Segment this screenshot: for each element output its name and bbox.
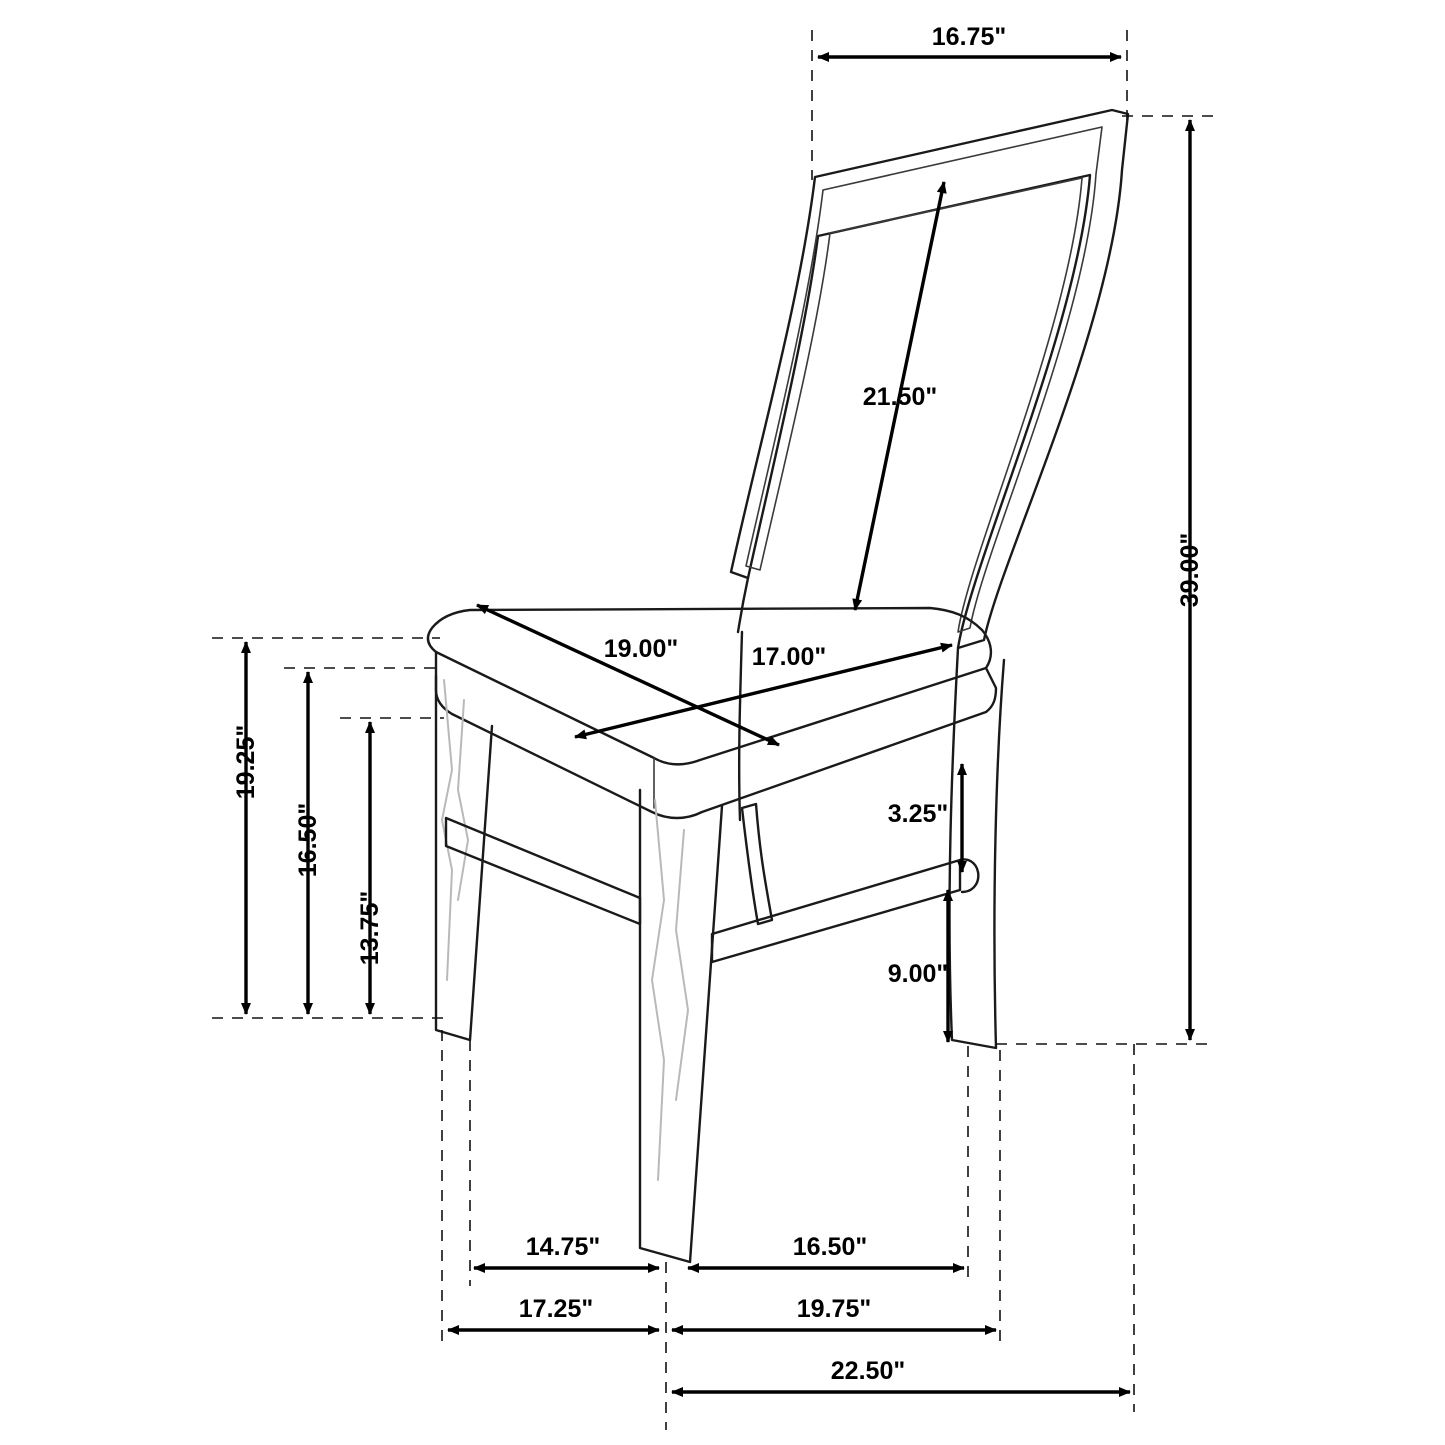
- dim-label-seat-width: 17.00": [751, 643, 827, 671]
- leg-grain-front-right: [652, 800, 664, 1180]
- dimension-annotations: [232, 23, 1204, 1392]
- chair-seat-apron: [436, 652, 996, 818]
- dim-label-back-span: 19.75": [796, 1295, 872, 1323]
- dim-label-front-leg-offset: 14.75": [525, 1233, 601, 1261]
- dim-label-overall-height: 39.00": [1176, 532, 1204, 608]
- chair-backrest-inner-panel: [746, 127, 1102, 632]
- dim-label-rail-height: 9.00": [887, 960, 949, 988]
- dim-label-back-height: 21.50": [862, 383, 938, 411]
- dim-label-back-width: 16.75": [931, 23, 1007, 51]
- leg-grain-front-right-2: [676, 830, 688, 1100]
- extension-lines: [212, 30, 1215, 1430]
- dim-label-apron-height: 16.50": [294, 802, 322, 878]
- chair-backrest-outline: [731, 110, 1128, 648]
- dim-label-front-span: 17.25": [518, 1295, 594, 1323]
- dim-label-seat-depth: 19.00": [603, 635, 679, 663]
- chair-back-left-post: [738, 578, 748, 632]
- chair-stretcher-side: [446, 818, 640, 924]
- chair-leg-rear-right: [950, 648, 1004, 1048]
- chair-stretcher-cross: [742, 804, 772, 924]
- chair-stretcher-long: [712, 860, 960, 962]
- dim-label-overall-depth: 22.50": [830, 1357, 906, 1385]
- dim-label-seat-height: 19.25": [232, 724, 260, 800]
- dim-label-apron-depth: 3.25": [887, 800, 949, 828]
- dim-label-back-leg-offset: 16.50": [792, 1233, 868, 1261]
- leg-grain-front-left-2: [458, 700, 468, 900]
- dim-label-stretcher-height: 13.75": [356, 890, 384, 966]
